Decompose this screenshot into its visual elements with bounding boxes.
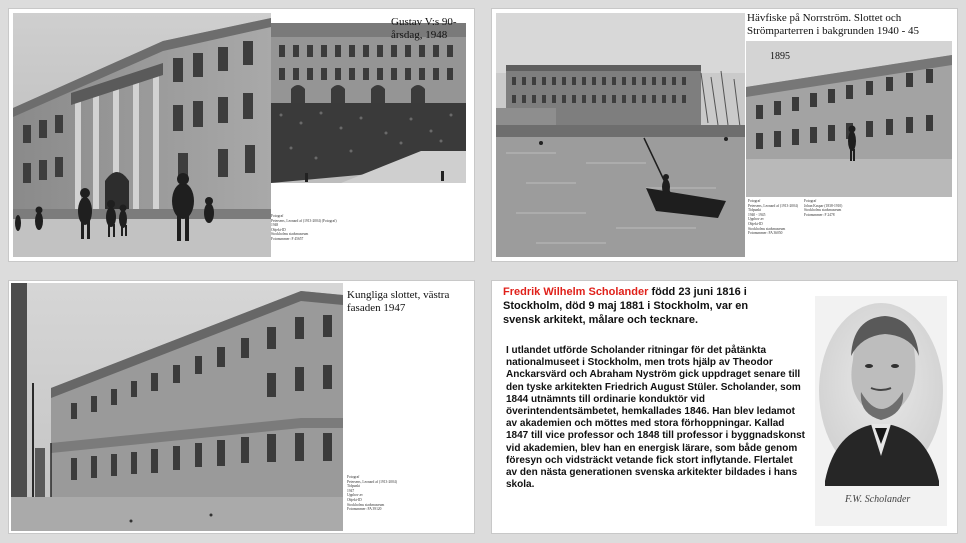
photo-crowd-courtyard <box>271 23 466 183</box>
architect-name: Fredrik Wilhelm Scholander <box>503 286 649 298</box>
slide2-caption: Hävfiske på Norrström. Slottet och Strömparterren i bakgrunden 1940 - 45 <box>747 12 919 37</box>
slide1-photo-credits: Fotograf Petersens, Leonard af (1913-2004) (Fotograf) 1948 Objekt-ID Stockholms stadsmuseum Fotonummer: F 45657 <box>271 214 337 241</box>
bio-body: I utlandet utförde Scholander ritningar för det påtänkta nationalmuseet i Stockholm, men trots hjälp av Theodor Anckarsvärd och Abraham Nyström gick uppdraget senare till den tyske arkitekten Friedrich August Stüler. Scholander, som 1844 utnämnts till ordinarie konduktör vid överintendentsämbetet, hemkallades 1846. Han blev ledamot av akademien och möttes med stora förhoppningar. Kallad 1847 till vice professor och 1848 till professor i byggnadskonst vid akademien, blev han en energisk lärare, som både genom föresyn och vidsträckt vetande fick stort inflytande. Flertalet av den nästa generationen svenska arkitekter bildades i hans skola. <box>506 345 805 491</box>
slide3-caption: Kungliga slottet, västra fasaden 1947 <box>347 289 450 314</box>
slide2-photo-credits-left: Fotograf Petersens, Leonard af (1913-2004) Tidpunkt 1940 - 1945 Upphov av Objekt-ID Stockholms stadsmuseum Fotonummer: FA 36050 <box>748 199 798 236</box>
photo-palace-facade-skaters <box>13 13 271 257</box>
slide3-photo-credits: Fotograf Petersens, Leonard af (1913-2004) Tidpunkt 1947 Upphov av Objekt-ID Stockholms stadsmuseum Fotonummer: FA 39120 <box>347 475 397 512</box>
slide1-caption: Gustav V:s 90-årsdag, 1948 <box>391 16 457 41</box>
slide-west-facade[interactable] <box>9 281 474 533</box>
photo-palace-west-facade <box>11 283 343 531</box>
portrait-signature: F.W. Scholander <box>845 494 911 505</box>
bio-intro <box>503 285 758 327</box>
slide2-photo-credits-right: Fotograf Johan Kaspar (1838-1910) Stockholms stadsmuseum Fotonummer: F 2478 <box>804 199 843 217</box>
portrait-scholander <box>815 296 947 526</box>
bio-intro-text: född 23 juni 1816 i Stockholm, död 9 maj 1881 i Stockholm, var en svensk arkitekt, målare och tecknare. <box>503 286 749 326</box>
slide-gustav-v-birthday[interactable] <box>9 9 474 261</box>
photo-palace-1895 <box>746 41 952 197</box>
slide-scholander-bio[interactable] <box>492 281 957 533</box>
slide2-year-label: 1895 <box>770 51 790 62</box>
slide-norrstrom-fishing[interactable] <box>492 9 957 261</box>
photo-boat-norrstrom <box>496 13 745 257</box>
